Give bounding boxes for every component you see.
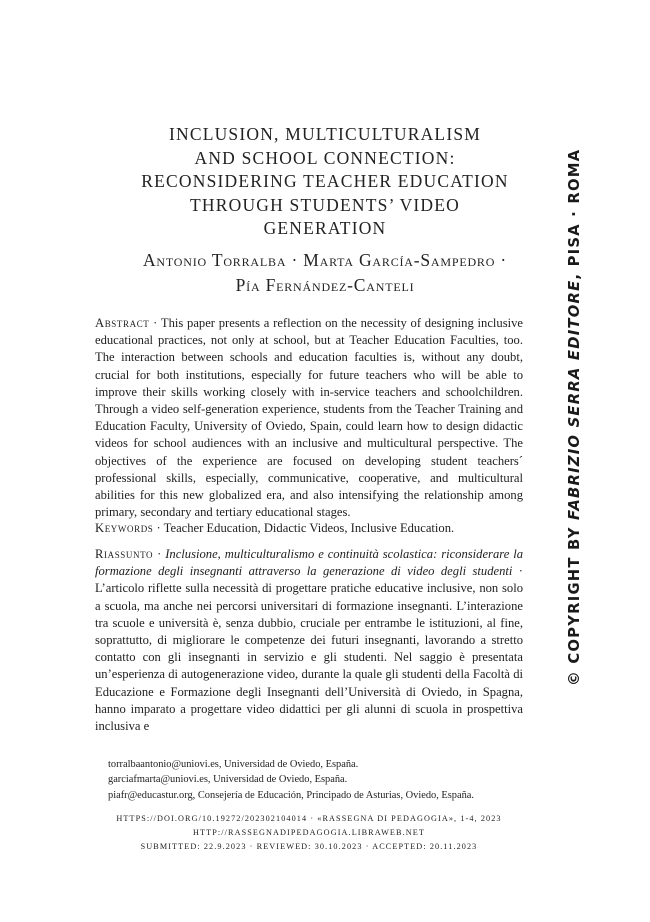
keywords-section (95, 520, 523, 537)
author-list (80, 248, 570, 298)
title-line: INCLUSION, MULTICULTURALISM (168, 124, 482, 144)
abstract-label: Abstract (95, 316, 150, 330)
author-affiliations (108, 757, 538, 803)
copyright-suffix: , PISA · ROMA (566, 148, 583, 280)
riassunto-label: Riassunto (95, 547, 154, 561)
author-line: Antonio Torralba · Marta García-Sampedro · (142, 250, 507, 270)
website-line: HTTP://RASSEGNADIPEDAGOGIA.LIBRAWEB.NET (193, 828, 425, 837)
doi-line: HTTPS://DOI.ORG/10.19272/202302104014 · «RASSEGNA DI PEDAGOGIA», 1-4, 2023 (116, 814, 502, 823)
dates-line: SUBMITTED: 22.9.2023 · REVIEWED: 30.10.2023 · ACCEPTED: 20.11.2023 (140, 842, 478, 851)
keywords-text: Teacher Education, Didactic Videos, Inclusive Education. (163, 521, 455, 535)
affiliation-line: torralbaantonio@uniovi.es, Universidad de Oviedo, España. (108, 759, 359, 770)
title-line: RECONSIDERING TEACHER EDUCATION (141, 171, 509, 191)
riassunto-text: L’articolo riflette sulla necessità di progettare pratiche educative inclusive, non solo a scuola, ma anche nei percorsi universitari di formazione insegnanti. L’interazione tra scuole e università è, senza dubbio, cruciale per entrambe le istituzioni, al fine, soprattutto, di migliorare le competenze dei futuri insegnanti, lavorando a stretto contatto con gli insegnanti in servizio e gli studenti. Nel saggio è presentata un’esperienza di autogenerazione video, durante la quale gli studenti della Facoltà di Educazione e Formazione degli Insegnanti dell’Università di Oviedo, in Spagna, hanno imparato a progettare video didattici per gli alunni di scuola in prospettiva inclusiva e (95, 581, 523, 734)
copyright-notice (566, 149, 583, 686)
copyright-prefix: © COPYRIGHT BY (566, 520, 583, 686)
title-line: THROUGH STUDENTS’ VIDEO (190, 194, 460, 215)
separator: · (153, 521, 164, 535)
separator: · (149, 316, 161, 330)
affiliation-line: piafr@educastur.org, Consejería de Educación, Principado de Asturias, Oviedo, España. (108, 789, 475, 801)
separator: · (512, 564, 523, 579)
title-line: AND SCHOOL CONNECTION: (194, 147, 456, 168)
riassunto-section (95, 546, 523, 735)
keywords-label: Keywords (95, 521, 154, 535)
abstract-section (95, 315, 523, 521)
copyright-publisher: FABRIZIO SERRA EDITORE (566, 279, 583, 521)
article-title (95, 123, 555, 241)
title-line: GENERATION (263, 218, 387, 238)
publication-footer (95, 812, 523, 854)
abstract-text: This paper presents a reflection on the necessity of designing inclusive educational practices, not only at school, but at Teacher Education Faculties, too. The interaction between schools and education faculties is, without any doubt, crucial for both institutions, especially for future teachers who will be able to improve their skills working closely with in-service teachers and schoolchildren. Through a video self-generation experience, students from the Teacher Training and Education Faculty, University of Oviedo, Spain, could learn how to design didactic videos for school audiences with an inclusive and multicultural perspective. The objectives of the experience are focused on developing student teachers´ professional skills, especially, communicative, cooperative, and multicultural abilities for this new globalized era, and also intensifying the relationship among primary, secondary and tertiary educational stages. (95, 316, 523, 520)
separator: · (153, 547, 166, 561)
riassunto-italian-title: Inclusione, multiculturalismo e continuità scolastica: riconsiderare la formazione degli insegnanti attraverso la generazione di video degli studenti (95, 547, 523, 579)
affiliation-line: garciafmarta@uniovi.es, Universidad de Oviedo, España. (108, 774, 348, 786)
author-line: Pía Fernández-Canteli (235, 275, 415, 295)
